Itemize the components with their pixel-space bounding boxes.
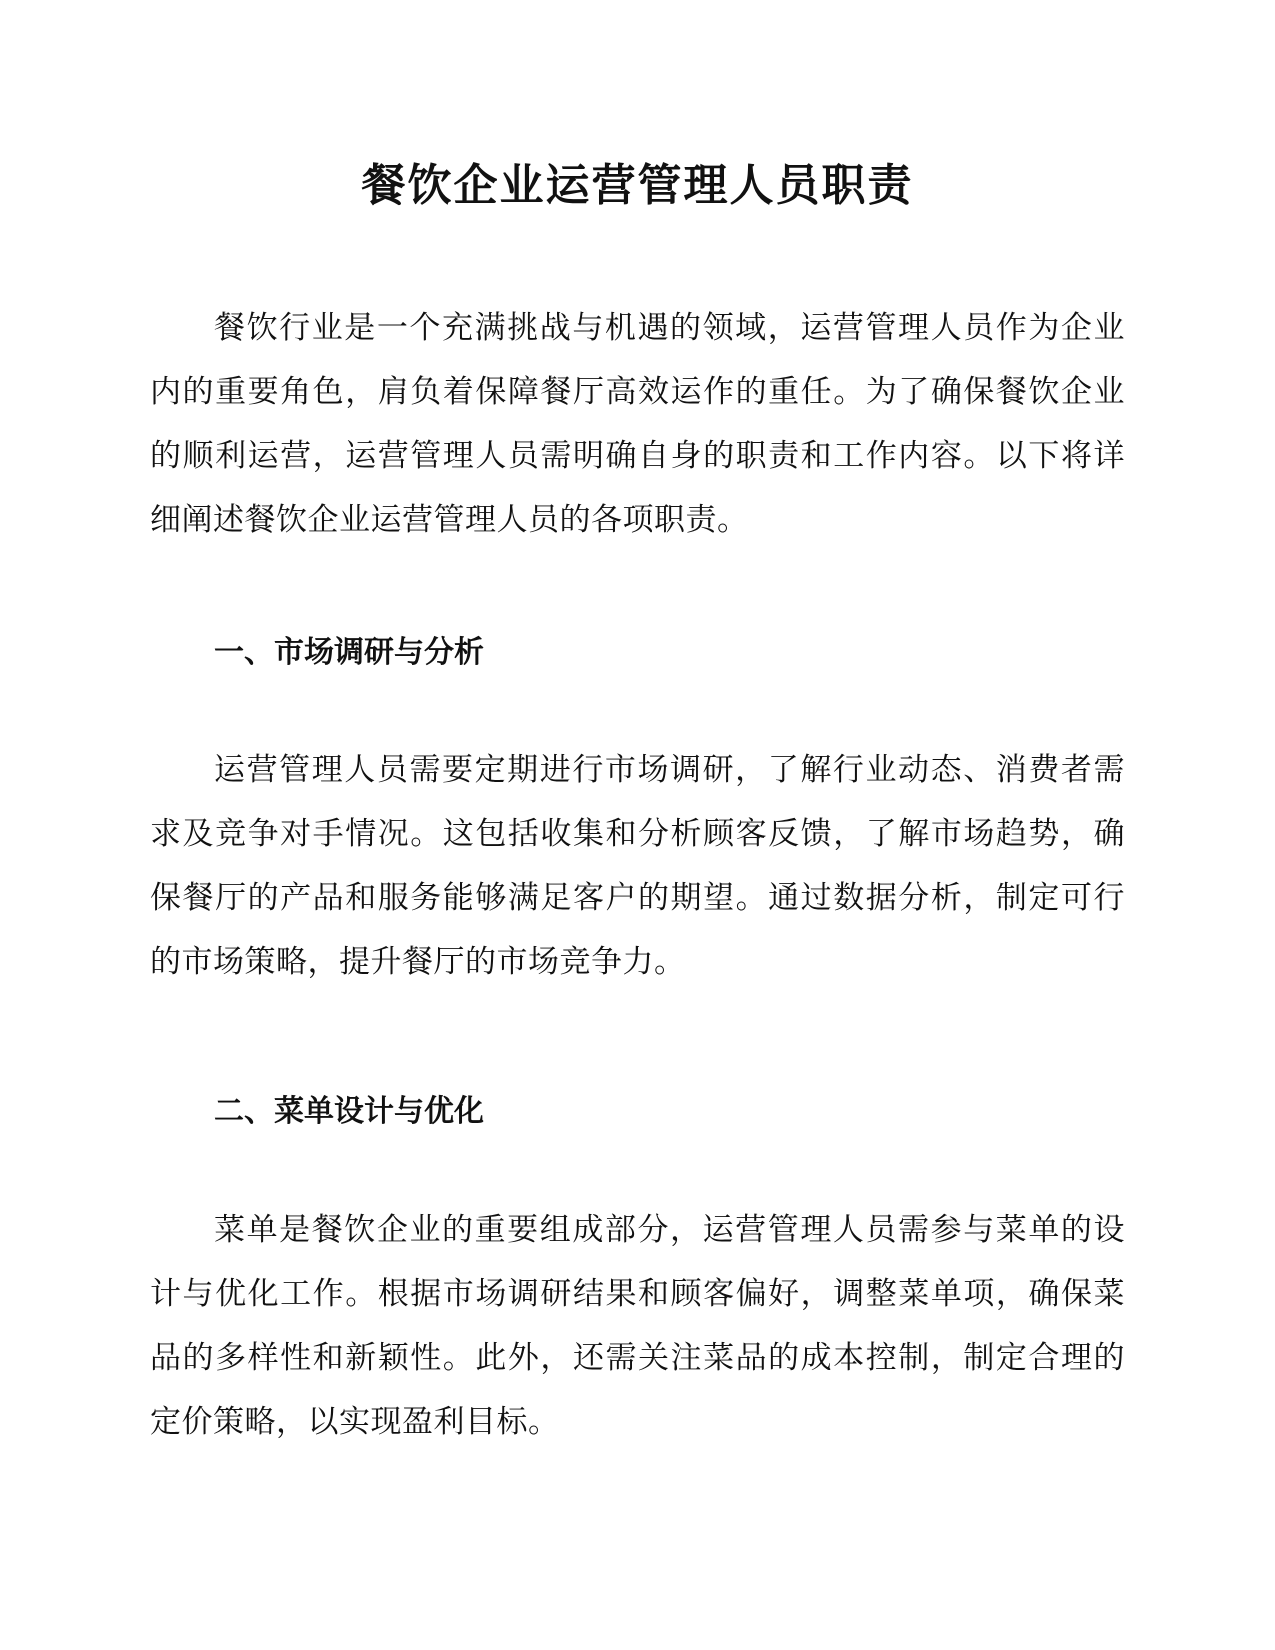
- intro-paragraph: 餐饮行业是一个充满挑战与机遇的领域，运营管理人员作为企业内的重要角色，肩负着保障餐厅高效运作的重任。为了确保餐饮企业的顺利运营，运营管理人员需明确自身的职责和工作内容。以下将详细阐述餐饮企业运营管理人员的各项职责。: [150, 310, 1125, 538]
- document-title: 餐饮企业运营管理人员职责: [361, 160, 914, 211]
- section-heading-menu-design: 二、菜单设计与优化: [214, 1094, 484, 1129]
- section-body-market-research: 运营管理人员需要定期进行市场调研，了解行业动态、消费者需求及竞争对手情况。这包括收集和分析顾客反馈，了解市场趋势，确保餐厅的产品和服务能够满足客户的期望。通过数据分析，制定可行的市场策略，提升餐厅的市场竞争力。: [150, 752, 1125, 980]
- section-body-menu-design: 菜单是餐饮企业的重要组成部分，运营管理人员需参与菜单的设计与优化工作。根据市场调研结果和顾客偏好，调整菜单项，确保菜品的多样性和新颖性。此外，还需关注菜品的成本控制，制定合理的定价策略，以实现盈利目标。: [150, 1212, 1125, 1440]
- section-heading-market-research: 一、市场调研与分析: [214, 635, 484, 670]
